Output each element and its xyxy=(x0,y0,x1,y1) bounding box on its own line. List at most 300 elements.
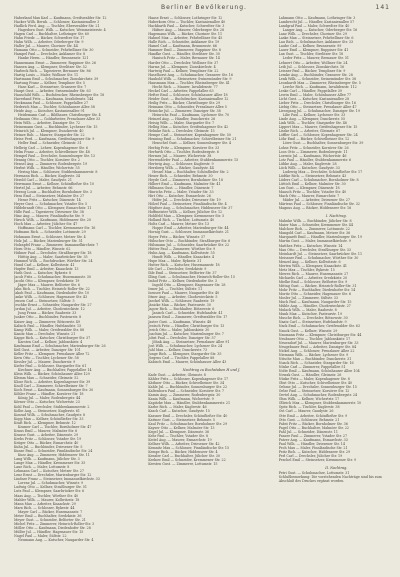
directory-entry: Halle Rich. — Schneider, Anklamer Str. 19 xyxy=(148,40,220,45)
directory-entry: Patzer Aug. — Kaufmann, Esmarchstr. 33 xyxy=(278,437,348,442)
directory-entry: Haverland Fritz — Kaufmann, Invalidenstr. 144 xyxy=(14,96,94,101)
directory-entry: Kaiser Aug. — Zimmerer, Bötzowstr. 49 xyxy=(14,319,80,324)
directory-entry: Kehr Paul — Tischler, Ystader Str. 8 xyxy=(148,433,208,438)
directory-entry: Meier Emil — Buchhalter, Sredzkistr. 36 xyxy=(14,513,82,518)
directory-entry: Ingold Otto — Klempner, Hagenauer Str. 28 xyxy=(152,283,226,288)
directory-entry: Hederich Max — Tischler, Schönhauser Allee 58 xyxy=(14,105,95,110)
directory-entry: Hoch Max — Arbeiter, Jülicher Str. 47 xyxy=(14,222,78,227)
directory-entry: Kellner Wilh. — Arbeiter, Driesener Str. 42 xyxy=(148,441,220,446)
directory-entry: Peitz Rich. — Kutscher, Hiddenseer Str. 29 xyxy=(278,449,351,454)
directory-entry: Mittag Gust. — Bäcker, Heinrich-Roller-Str. 31 xyxy=(278,284,357,288)
directory-entry: Liebig Otto — Steinsetzer, Prenzlauer Allee 47 xyxy=(278,105,357,110)
directory-entry: Munk Max — Kutscher, Pasteurstr. 19 xyxy=(278,312,342,317)
directory-entry: Mau Otto — Drechsler, Straßburger Str. 33 xyxy=(278,247,351,252)
directory-entry: Kamin Aug. — Zimmerer, Rodenbergstr. 30 xyxy=(148,393,221,398)
directory-entry: Lilie Paul — Kellner, Lychener Str. 33 xyxy=(282,113,346,118)
directory-entry: Helbig Max — Kutscher, Greifenhagener Str. 42 xyxy=(148,125,229,130)
directory-entry: Hülsmann Jul. — Schneider, Saarbrücker Str. 22 xyxy=(148,242,230,247)
directory-entry: Hartwig Paul — Kellner, Templiner Str. 22 xyxy=(148,68,219,73)
directory-entry: Laske Max — Steinsetzer, Fehrbelliner Str. 6 xyxy=(278,36,354,41)
directory-entry: Lüdtke Rich. — Steinsetzer, Behmstr. 43 xyxy=(278,173,347,178)
closing-line: Schlußbemerkung: Die vorstehenden Nachträge sind bis zum Abschluß des Druckes ergänzt worden. xyxy=(278,475,382,484)
directory-entry: Jaeckel Wilh. — Schlosser, Raabestr. 19 xyxy=(148,299,215,304)
directory-entry: Janisch Carl — Schneider, Hufelandstr. 41 xyxy=(152,311,223,316)
directory-entry: Höpfner Aug. — Schuhmacher, Hiddenseer Str. 37 xyxy=(148,206,233,211)
directory-entry: Ludewig Max — Drechsler, Schönfließer Str. 17 xyxy=(282,169,363,174)
directory-entry: Hartig Louis — Maler, Wolliner Str. 11 xyxy=(14,72,79,77)
directory-entry: Handke Gust. — Händler, Strelitzer Str. 30 xyxy=(148,52,220,57)
directory-entry: Opitz Rich. — Tischler, Kuglerstr. 38 xyxy=(278,405,340,410)
section-heading: II. Nachtrag. xyxy=(325,466,348,471)
directory-entry: Kempe Rich. — Bäcker, Hiddenseer Str. 4 xyxy=(148,449,218,454)
directory-entry: Meyer Gust. — Schneider, Belforter Str. 21 xyxy=(14,517,86,522)
directory-entry: Nagel Paul — Maler, Sültstr. 22 xyxy=(14,534,67,538)
directory-entry: Nüske Fritz — Maler, Kopenhagener Str. 8 xyxy=(278,377,350,382)
directory-entry: Nowak Gust. — Händler, Gleimstr. 26 xyxy=(278,373,342,378)
directory-entry: Jagow Rich. — Buchhalter, Bötzowstr. 6 xyxy=(148,307,215,312)
directory-entry: Jöhnk Aug. — Steinsetzer, Prenzlauer Allee 91 xyxy=(152,339,230,344)
directory-entry: Nickel Aug. — Schlosser, Prenzlauer Allee 22 xyxy=(278,348,355,353)
directory-entry: Oelze Paul — Steinsetzer, Korsörer Str. 12 xyxy=(278,389,350,394)
directory-entry: Jost Wilh. — Schuhmacher, Lychener Str. 24 xyxy=(148,343,223,348)
column-left xyxy=(14,16,144,542)
directory-entry: Michel Fritz — Zimmerer, Heinrich-Roller-Str. 3 xyxy=(14,521,95,526)
directory-entry: Hanisch Fritz — Maler, Bernauer Str. 14 xyxy=(152,56,220,61)
directory-entry: Heyde Carl — Zimmerer, Bornholmer Str. 18 xyxy=(148,177,223,182)
directory-entry: Kade Gust. — Arbeiter, Gleimstr. 8 xyxy=(148,373,206,378)
directory-entry: Kapitzke Max — Händler, Stubbenkammerstr. 21 xyxy=(148,401,231,406)
directory-entry: Köhler Franz — Händler, Korsörer Str. 18 xyxy=(14,392,84,397)
directory-entry: Janssen Emil — Zimmerer, Greifswalder Str. 17 xyxy=(148,315,228,320)
directory-entry: Mayer Carl — Bäcker, Husemannstr. 7 xyxy=(18,509,83,514)
directory-entry: Krause Gust. — Arbeiter, Dänenstr. 29 xyxy=(14,432,79,437)
directory-entry: Holz Jul. — Bäcker, Marienburger Str. 51 xyxy=(14,238,83,243)
directory-entry: Hellwig Carl — Lehrer, Kopenhagener Str. 6 xyxy=(14,145,88,150)
directory-entry: Panzer Paul — Zimmerer, Ystader Str. 27 xyxy=(278,433,348,438)
directory-entry: Klemm Max — Schneider, Gleimstr. 52 xyxy=(14,376,79,381)
directory-entry: Koch Ernst — Kaufmann, Sonnenburger Str. 30 xyxy=(14,388,94,393)
directory-entry: Paul Wilh. — Händler, Driesener Str. 14 xyxy=(278,441,345,446)
directory-entry: Hoffmeister Wilh. — Kellner, Jülicher Str. 12 xyxy=(148,210,223,215)
directory-entry: Märtens Paul — Schlosser, Finnländische Str. 32 xyxy=(278,202,360,207)
directory-entry: Knoll Carl — Zimmerer, Schivelbeiner Str. 7 xyxy=(14,384,88,389)
directory-entry: Kabisch Emil — Maurer, Schönhauser Allee 43 xyxy=(148,359,227,364)
directory-entry: Hutter Rich. — Kutscher, Husemannstr. 18 xyxy=(148,262,220,267)
directory-entry: Hillmann Gust. — Händler, Dänenstr. 7 xyxy=(148,185,214,190)
directory-entry: Hummel Wilh. — Buchdrucker, Wörther Str. 24 xyxy=(14,258,93,263)
directory-entry: Huth Gust. — Kutscher, Rykestr. 8 xyxy=(14,270,72,275)
directory-entry: Jeschke Ernst — Schneider, Naugarder Str. 27 xyxy=(14,303,92,308)
directory-entry: Junker Otto — Buchbinder, Pasteurstr. 8 xyxy=(14,315,82,320)
directory-entry: Lehnert Otto — Arbeiter, Wolliner Str. 24 xyxy=(278,60,348,65)
directory-entry: Leonhardt Max — Zimmerer, Rheinsberger Str. 5 xyxy=(278,80,361,85)
directory-entry: Hansen Aug. — Klempner, Strelitzer Str. 52 xyxy=(14,64,87,69)
directory-entry: Haberland Max Karl — Kaufmann, Greifswalder Str. 12 xyxy=(14,16,107,20)
directory-entry: Hertwig Aug. — Schlosser, Kuglerstr. 9 xyxy=(148,161,214,166)
directory-entry: Isensee Paul — Maurer, Naugarder Str. 40 xyxy=(148,291,220,296)
directory-entry: Höfer Jul. — Drechsler, Driesener Str. 19 xyxy=(152,198,221,203)
directory-entry: Huhn Aug. — Kaufmann, Kollwitzstr. 55 xyxy=(148,250,215,255)
directory-entry: Irmer Jul. — Tischler, Sültstr. 11 xyxy=(148,287,203,292)
directory-entry: Landgraf Paul — Maler, Schwedter Str. 40 xyxy=(278,24,350,29)
directory-entry: Kemnitz Max — Schlosser, Finnländische Str. 15 xyxy=(148,445,230,450)
directory-entry: Hildebrandt Otto — Klempner, Esmarchstr. 11 xyxy=(14,206,92,211)
directory-entry: Pagel Otto — Buchhalter, Malmöer Str. 22 xyxy=(278,425,350,430)
closing-line: Petri Gust. — Schuhmacher, Lottumstr. 31 xyxy=(278,471,350,476)
directory-entry: Herzog Louis — Buchhalter, Bornholmer Str. 3 xyxy=(14,190,92,195)
directory-entry: Kopp Max — Kellner, Schönfließer Str. 33 xyxy=(14,416,84,421)
directory-entry: Lax Gust. — Tischler, Strelitzer Str. 18 xyxy=(278,52,344,57)
directory-entry: Kenzler Carl — Buchhalter, Jülicher Str. 30 xyxy=(148,453,220,458)
directory-entry: Illing Gust. — Schuhmacher, Heinrich-Roller-Str. 15 xyxy=(148,275,235,279)
directory-entry: Hefter Emil — Schlosser, Schönhauser Allee 18 xyxy=(148,92,228,97)
directory-entry: Otte Emil — Arbeiter, Schönfließer Str. 9 xyxy=(278,413,348,418)
directory-entry: Kayser Otto — Kellner, Malmöer Str. 13 xyxy=(148,425,215,430)
directory-entry: Hund Carl — Kellner, Kollwitzstr. 41 xyxy=(14,262,75,267)
directory-entry: Heisig Wilh. — Maler, Stargarder Str. 7 xyxy=(148,121,215,126)
directory-entry: Hase Karl — Steinsetzer, Granseer Str. 7 xyxy=(18,84,87,89)
directory-entry: Löhr Emil — Bäcker, Schivelbeiner Str. 12 xyxy=(278,137,350,142)
directory-entry: Haubold Wilh. — Steinsetzer, Swinemünder Str. 9 xyxy=(148,76,232,81)
directory-entry: Heise Ferd. — Kaufmann, Greifenhagener Str. 9 xyxy=(14,137,95,142)
directory-entry: Jahn Rich. — Tischler, Heinrich-Roller-Str. 22 xyxy=(14,287,90,292)
directory-entry: Juhl Max — Kellner, Dunckerstr. 73 xyxy=(148,347,208,352)
directory-entry: Hohlfeld Max — Klempner, Kremmener Str. 5 xyxy=(148,214,225,219)
directory-entry: Lorentz Jul. — Kaufmann, Wichertstr. 46 xyxy=(278,153,347,158)
directory-entry: Henning Emil — Schuhmacher, Schivelbeiner Str. 21 xyxy=(148,137,237,142)
directory-entry: Leib Jul. — Schlosser, Zionskirchstr. 16 xyxy=(278,64,345,69)
directory-entry: Lambrecht Jul. — Händler, Kastanienallee 57 xyxy=(278,20,355,25)
directory-entry: Heilig Fritz — Bäcker, Christburger Str. 29 xyxy=(148,100,221,105)
directory-entry: Löwe Gust. — Buchhalter, Sonnenburger Str. 39 xyxy=(282,141,364,146)
directory-entry: Hahn Wilh. — Arbeiter, Oderberger Str. 9 xyxy=(14,40,84,45)
directory-entry: Mosler Jul. — Zimmerer, Sültstr. 33 xyxy=(278,296,338,301)
directory-entry: Junge Rich. — Klempner, Stargarder Str. 35 xyxy=(148,351,222,356)
directory-entry: Jänicke Max — Bäcker, Pasteurstr. 30 xyxy=(148,303,211,308)
directory-entry: Maasch Fritz — Tischler, Ystader Str. 40 xyxy=(278,190,347,195)
directory-entry: Hagen Carl — Buchhalter, Lothringer Str. 60 xyxy=(14,32,89,37)
directory-entry: Nauck Gust. — Kellner, Winsstr. 29 xyxy=(278,328,338,333)
directory-entry: Holtz Carl — Maurer, Metzer Str. 13 xyxy=(148,222,210,227)
directory-entry: Joachim Jul. — Kutscher, Marienburger Str. 7 xyxy=(148,331,224,336)
directory-entry: Ittner Aug. — Arbeiter, Chodowieckistr. 5 xyxy=(148,295,218,300)
directory-entry: Lisske Rich. — Arbeiter, Gleimstr. 67 xyxy=(278,129,341,134)
directory-entry: Lauer Emil — Klempner, Ruppiner Str. 41 xyxy=(278,48,349,53)
directory-entry: Kiefer Paul — Schlosser, Stargarder Str. 61 xyxy=(14,364,87,369)
page-number: 141 xyxy=(375,4,390,11)
directory-entry: Naumann Fritz — Klempner, Christburger Str. 44 xyxy=(278,332,362,337)
directory-entry: Heinzel Aug. — Händler, Dunckerstr. 26 xyxy=(148,117,216,122)
directory-entry: Keitel Aug. — Maurer, Esmarchstr. 19 xyxy=(148,437,212,442)
directory-entry: Kalisch Paul — Händler, Hufelandstr. 15 xyxy=(14,323,82,328)
directory-entry: Karbe Rich. — Maler, Kuglerstr. 46 xyxy=(148,405,207,410)
directory-entry: Harms Jul. — Klempner, Zionskirchstr. 4 xyxy=(148,64,216,69)
directory-entry: Neuendorf Jul. — Maurer, Marienburger Str. 33 xyxy=(278,340,359,345)
directory-entry: Noack Rich. — Schneider, Stargarder Str. 16 xyxy=(278,360,354,365)
directory-entry: Hoyer Fritz — Bäcker, Winsstr. 37 xyxy=(148,234,206,239)
directory-entry: Hertel Jul. — Arbeiter, Behmstr. 66 xyxy=(14,185,73,190)
directory-entry: Harbeck Rich. — Tapezierer, Bernauer Str. 86 xyxy=(14,68,91,73)
directory-entry: Hampel Paul — Drechsler, Anklamer Str. 8 xyxy=(14,52,86,57)
directory-entry: Lippert Max — Maurer, Greifenhagener Str. 15 xyxy=(278,125,358,130)
directory-entry: Menzel Aug. — Kellner, Kollwitzstr. 6 xyxy=(278,259,341,264)
directory-entry: Hütter Paul — Zimmerer, Wörther Str. 9 xyxy=(148,246,216,251)
directory-entry: Keller Fritz — Klempner, Prenzlauer Allee 72 xyxy=(14,351,90,356)
directory-entry: Musche Rich. — Drechsler, Bötzowstr. 30 xyxy=(278,316,348,321)
directory-entry: Körner Otto — Kutscher, Wichertstr. 23 xyxy=(14,400,80,405)
directory-entry: Lahmann Otto — Kaufmann, Lothringer Str. 3 xyxy=(278,16,356,20)
directory-entry: Hupfer Emil — Arbeiter, Knaackstr. 13 xyxy=(14,266,79,271)
directory-entry: Kraft Rich. — Klempner, Behmstr. 12 xyxy=(14,420,76,425)
directory-entry: Hoppe Emil — Arbeiter, Marienburger Str. 44 xyxy=(152,226,229,231)
directory-entry: Nöske Carl — Zimmerer, Pappelallee 51 xyxy=(278,364,346,369)
directory-entry: Klein Wilh. — Bäcker, Schönhauser Allee 129 xyxy=(14,372,90,377)
directory-entry: Kirchner Aug. — Buchhalter, Pappelallee 14 xyxy=(18,368,92,373)
directory-entry: Moritz Otto — Schneider, Hagenauer Str. 6 xyxy=(278,292,351,297)
directory-entry: Hering Max — Schlosser, Stubbenkammerstr. 8 xyxy=(18,169,98,174)
directory-entry: Hille Paul — Tapezierer, Driesener Str. 38 xyxy=(14,210,84,215)
directory-entry: Mäder Jul. — Arbeiter, Driesener Str. 27 xyxy=(282,198,350,203)
directory-entry: Jacobi Otto — Klempner, Sredzkistr. 19 xyxy=(14,279,80,284)
running-title: Berliner Bevölkerung. xyxy=(161,4,247,11)
column-middle xyxy=(148,16,274,542)
directory-entry: Heinrich Jul. — Klempner, Dunckerstr. 40 xyxy=(14,129,84,134)
directory-entry: Hahn Friedr. — Bäcker, Schwedter Str. 17 xyxy=(14,36,85,41)
directory-entry: Niemann Wilh. — Bäcker, Lychener Str. 9 xyxy=(278,352,349,357)
directory-entry: Lotz Paul — Händler, Stubbenkammerstr. 6 xyxy=(278,157,352,162)
directory-entry: Kramer Carl — Tischler, Bornholmer Str. 47 xyxy=(18,424,92,429)
directory-entry: Kerkow Emil — Schneider, Kremmener Str. 22 xyxy=(148,458,226,463)
directory-entry: Lau Rich. — Schuhmacher, Anklamer Str. 33 xyxy=(278,40,354,45)
directory-entry: Kaul Fritz — Schuhmacher, Bornholmer Str. 29 xyxy=(148,421,228,426)
directory-entry: Matthes Fritz — Kutscher, Winsstr. 14 xyxy=(278,243,343,248)
directory-entry: Heckmann Paul — Schlosser, Pappelallee 27 xyxy=(14,100,89,105)
directory-entry: Konrad Wilh. — Schuhmacher, Gaudystr. 8 xyxy=(14,412,86,417)
directory-entry: Krebs Fritz — Schlosser, Ystader Str. 19 xyxy=(14,436,82,441)
directory-entry: Loos Otto — Zimmerer, Rodenbergstr. 11 xyxy=(278,149,348,154)
directory-entry: Nack Emil — Schuhmacher, Greifswalder Str. 63 xyxy=(278,324,361,329)
directory-entry: Heidemann Carl — Bildhauer, Christburger Str. 4 xyxy=(18,113,101,118)
directory-entry: Jentsch Fritz — Händler, Christburger Str. 13 xyxy=(148,323,225,328)
directory-entry: Hüttig Aug. — Maler, Saarbrücker Str. 35 xyxy=(18,254,88,259)
directory-entry: Kattner Gust. — Steinsetzer, Behmstr. 5 xyxy=(148,417,215,422)
directory-entry: Kegel Jul. — Klempner, Dänenstr. 36 xyxy=(148,429,210,434)
directory-entry: Kassner Emil — Drechsler, Schönfließer Str. 40 xyxy=(148,413,228,418)
directory-entry: Herrendörfer Paul — Arbeiter, Stubbenkammerstr. 15 xyxy=(148,157,239,162)
directory-entry: Lorenz Jul. — Schuhmacher, Winsstr. 9 xyxy=(18,481,83,486)
section-heading: I. Nachtrag. xyxy=(325,214,347,219)
directory-entry: Hecht Rich. — Maurer, Invalidenstr. 77 xyxy=(152,84,218,89)
directory-entry: Kania Wilh. — Kaufmann, Wichertstr. 9 xyxy=(148,397,214,402)
directory-entry: Kaltenborn Paul — Schneider, Korsörer Str. 7 xyxy=(148,389,225,394)
directory-entry: Mulack Wilh. — Maler, Raabestr. 8 xyxy=(278,308,337,313)
directory-entry: Malchow Rich. — Zimmerer, Lottumstr. 22 xyxy=(278,227,350,232)
directory-entry: Hartung Franz — Kellner, Templiner Str. 5 xyxy=(14,80,85,85)
directory-entry: Lutz Paul — Klempner, Saarbrücker Str. 6 xyxy=(14,489,85,494)
directory-entry: Möller Otto — Kaufmann, Diedenhofer Str. 28 xyxy=(14,525,91,530)
directory-entry: Marquardt Emil — Händler, Marienburger Str. 19 xyxy=(278,235,362,240)
directory-entry: Heyer Gust. — Schuhmacher, Ystader Str. 5 xyxy=(14,202,88,207)
directory-entry: Kurz Aug. — Zimmerer, Hiddenseer Str. 11 xyxy=(18,453,90,458)
directory-entry: Herfurth Otto — Tischler, Rodenbergstr. 6 xyxy=(148,149,219,154)
directory-entry: Oertel Aug. — Schuhmacher, Rodenbergstr. 24 xyxy=(278,393,358,398)
directory-entry: König Jul. — Maler, Rodenbergstr. 44 xyxy=(18,396,81,401)
directory-entry: Maier Max — Schneider, Kremmener Str. 44 xyxy=(278,223,353,228)
directory-entry: Kolbe Aug. — Steinsetzer, Kuglerstr. 61 xyxy=(14,408,80,413)
directory-entry: Hamann Otto — Schneider, Fehrbelliner Str. 30 xyxy=(14,48,94,53)
directory-entry: Laue Rich. — Maler, Lottumstr. 8 xyxy=(14,465,70,470)
directory-entry: Lieber Fritz — Drechsler, Christburger Str. 16 xyxy=(278,100,356,105)
directory-entry: Laube Carl — Kellner, Brunnenstr. 99 xyxy=(278,44,342,49)
directory-entry: Janke Wilh. — Schlosser, Hagenauer Str. 43 xyxy=(14,295,88,300)
directory-entry: Hennig Otto — Tischler, Korsörer Str. 2 xyxy=(14,157,80,162)
directory-entry: Nitsche Max — Buchbinder, Dunckerstr. 31 xyxy=(278,356,352,361)
directory-entry: Haase Ernst — Schlosser, Lothringer Str. 12 xyxy=(148,16,223,20)
directory-entry: Hempe Carl — Steinsetzer, Kopenhagener Str. 50 xyxy=(148,133,231,138)
directory-entry: Oehme Jul. — Drechsler, Sonnenburger Str. 15 xyxy=(278,385,357,390)
directory-entry: Peschel Emil — Steinsetzer, Kremmener Str. 9 xyxy=(278,458,357,463)
directory-entry: Herbig Fritz — Klempner, Korsörer Str. 33 xyxy=(148,145,220,150)
directory-entry: Heinicke Jul. — Zimmerer, Danziger Str. 38 xyxy=(148,109,221,114)
directory-entry: Lang Wilh. — Kaufmann, Jülicher Str. 3 xyxy=(14,457,80,462)
directory-entry: Müller Jul. — Händler, Hagenauer Str. 15 xyxy=(14,529,84,534)
directory-entry: Helm Franz — Arbeiter, Schivelbeiner Str. 48 xyxy=(14,149,90,154)
directory-entry: Hausmann Max — Tischler, Rheinsberger Str. 41 xyxy=(148,80,230,85)
directory-entry: Heinrichs Paul — Kaufmann, Lychener Str. 70 xyxy=(152,113,230,118)
directory-entry: Lemke Aug. — Buchbinder, Granseer Str. 28 xyxy=(278,72,353,77)
directory-entry: Kamp Wilh. — Maler, Greifswalder Str. 88 xyxy=(14,327,85,332)
directory-entry: Hübner Paul — Drechsler, Straßburger Str. 18 xyxy=(14,250,92,255)
directory-entry: Mewes Rich. — Maurer, Husemannstr. 27 xyxy=(278,271,349,276)
directory-entry: Pahl Jul. — Schneider, Dänenstr. 11 xyxy=(278,429,338,434)
directory-entry: Kähler Fritz — Schlosser, Kopenhagener Str. 17 xyxy=(148,377,229,382)
directory-entry: Hahnel Max — Arbeiter, Fehrbelliner Str. 45 xyxy=(148,36,223,41)
directory-entry: Heckel Carl — Arbeiter, Pappelallee 63 xyxy=(148,88,214,93)
directory-entry: Klose Rich. — Arbeiter, Kopenhagener Str. 39 xyxy=(14,380,91,385)
directory-entry: Hohmann Ernst — Schlosser, Metzer Str. 4 xyxy=(14,234,86,239)
directory-entry: Herbst Wilh. — Händler, Wichertstr. 55 xyxy=(14,165,80,170)
directory-entry: Mahler Wilh. — Maurer, Kollwitzstr. 18 xyxy=(14,497,80,502)
directory-entry: Heilmann Otto — Goldarbeiter, Prenzlauer Allee 33 xyxy=(14,117,101,122)
directory-entry: Jaster Gust. — Kaufmann, Winsstr. 48 xyxy=(148,319,212,324)
directory-entry: Lux Gust. — Klempner, Dänenstr. 18 xyxy=(278,185,340,190)
directory-entry: Heimann Otto — Schneider, Prenzlauer Allee 5 xyxy=(148,105,227,110)
directory-entry: Heinemann Gust. — Buchbinder, Lychener Str. 15 xyxy=(14,125,98,130)
directory-entry: Heuer Rich. — Schneider, Behmstr. 30 xyxy=(148,173,213,178)
directory-entry: Holzapfel Franz — Zimmerer, Immanuelkirchstr. 7 xyxy=(14,242,99,247)
directory-entry: Merten Wilh. — Klempner, Knaackstr. 41 xyxy=(278,263,348,268)
directory-entry: Lanz Wilh. — Drechsler, Choriner Str. 29 xyxy=(278,32,347,37)
directory-entry: Kanitz Max — Drechsler, Winsstr. 21 xyxy=(14,331,76,336)
directory-entry: Hannemann Ernst — Zimmerer, Ruppiner Str. 26 xyxy=(14,60,96,65)
directory-entry: Kohl Paul — Drechsler, Stubbenkammerstr. 2 xyxy=(14,404,90,409)
directory-entry: Hesse Fritz — Kutscher, Dänenstr. 14 xyxy=(18,198,81,203)
directory-entry: Horn Otto — Händler, Winsstr. 62 xyxy=(14,246,71,251)
directory-entry: Obst Otto — Kutscher, Schivelbeiner Str. 40 xyxy=(278,381,353,386)
directory-entry: Hanke Herm. — Händler, Brunnenstr. 121 xyxy=(18,56,89,61)
directory-entry: Hundt Wilh. — Händler, Knaackstr. 4 xyxy=(152,254,214,259)
directory-entry: Link Wilh. — Tischler, Stargarder Str. 48 xyxy=(278,121,347,126)
directory-entry: Hensel Aug. — Zimmerer, Rodenbergstr. 19 xyxy=(14,161,88,166)
directory-entry: Otto Gust. — Schlosser, Behmstr. 21 xyxy=(278,417,340,422)
directory-entry: Mohr Fritz — Buchhalter, Diedenhofer Str. 14 xyxy=(278,288,356,293)
page-header xyxy=(14,4,394,13)
directory-entry: Mahnke Wilh. — Buchbinder, Jülicher Str. 8 xyxy=(278,219,352,224)
directory-entry: Liesegang Jul. — Schuhmacher, Danziger Str. 19 xyxy=(278,109,360,114)
directory-entry: Löffler Carl — Schlosser, Kopenhagener Str. 24 xyxy=(278,133,358,138)
directory-entry: Nolte Emil — Kaufmann, Schönhauser Allee 104 xyxy=(278,368,360,373)
directory-entry: Herzberg Wilh. — Bäcker, Gaudystr. 44 xyxy=(148,165,214,170)
directory-entry: Neugebauer Paul — Arbeiter, Danziger Str. 84 xyxy=(278,344,357,349)
directory-entry: Magnus Aug. — Bäcker, Hiddenseer Str. 16 xyxy=(278,206,352,211)
directory-entry: Hirt Otto — Kutscher, Esmarchstr. 26 xyxy=(148,194,211,199)
directory-entry: Hermes Jul. — Maurer, Wichertstr. 38 xyxy=(148,153,212,158)
column-right xyxy=(279,16,394,542)
directory-entry: Lüttich Emil — Kellner, Malmöer Str. 30 xyxy=(278,181,346,186)
directory-entry: Hübscher Otto — Buchbinder, Straßburger Str. 6 xyxy=(148,238,231,243)
directory-entry: Mann Max — Arbeiter, Knaackstr. 29 xyxy=(14,501,76,506)
directory-entry: Jakob Paul — Kaufmann, Diedenhofer Str. 10 xyxy=(14,291,90,296)
directory-entry: Kraus Emil — Maurer, Malmöer Str. 6 xyxy=(14,428,78,433)
directory-entry: Haberkorn Otto — Tischler, Kastanienallee 40 xyxy=(148,20,226,25)
directory-entry: Harder Otto — Drechsler, Wolliner Str. 37 xyxy=(148,60,219,65)
directory-entry: Lerche Rich. — Kaufmann, Invalidenstr. 112 xyxy=(282,84,357,89)
directory-entry: Hoffmann Carl — Tischler, Kremmener Str. 16 xyxy=(18,226,96,231)
directory-entry: Ost Carl — Maurer, Gaudystr. 26 xyxy=(278,409,334,414)
directory-entry: Lenz Ernst — Drechsler, Marienburger Str. 12 xyxy=(14,473,92,478)
directory-entry: Jordan Jul. — Arbeiter, Chodowieckistr. 12 xyxy=(14,307,85,312)
directory-entry: Mach Otto — Maurer, Esmarchstr. 7 xyxy=(278,194,340,199)
directory-entry: Hackbarth Paul — Kutscher, Schwedter Str. 3 xyxy=(148,24,225,29)
directory-entry: Jerich Otto — Maler, Jablonskistr. 30 xyxy=(148,327,210,332)
directory-entry: Krüger Otto — Bäcker, Esmarchstr. 40 xyxy=(14,440,79,445)
directory-entry: Heinze Rob. — Maurer, Stargarder Str. 22 xyxy=(14,133,85,138)
directory-entry: Jung Franz — Bäcker, Raabestr. 33 xyxy=(18,311,77,316)
directory-entry: Leder Fritz — Maurer, Bernauer Str. 51 xyxy=(282,56,350,61)
directory-entry: Hadlich Ferd. Aug. — Tischler, Eberswalder Str. 21 xyxy=(14,24,100,29)
directory-entry: Hilbert Emil — Kaufmann, Malmöer Str. 41 xyxy=(148,181,221,186)
directory-entry: Herold Carl — Maler, Gaudystr. 21 xyxy=(14,177,72,182)
directory-entry: Lenk Wilh. — Schneider, Swinemünder Str. 38 xyxy=(278,76,357,81)
directory-entry: Lüders Carl — Schuhmacher, Bornholmer Str. 8 xyxy=(278,177,359,182)
directory-entry: Hirsch Wilh. — Kaufmann, Hiddenseer Str. 20 xyxy=(14,218,91,223)
directory-entry: Lewin Emil — Maler, Schönhauser Allee 77 xyxy=(278,92,352,97)
directory-entry: Meissner Paul — Schuhmacher, Wörther Str. 30 xyxy=(278,255,359,260)
directory-entry: Lange Max — Händler, Kremmener Str. 35 xyxy=(14,461,86,466)
directory-entry: Pech Max — Maler, Finnländische Str. 21 xyxy=(278,445,348,450)
directory-entry: Mangold Carl — Kaufmann, Metzer Str. 36 xyxy=(278,231,351,236)
directory-entry: Heider Gust. — Buchdrucker, Kastanienallee 12 xyxy=(148,96,229,101)
directory-entry: Naatz Carl — Steinsetzer, Hufelandstr. 9 xyxy=(278,320,347,325)
directory-entry: Olbrich Max — Klempner, Stubbenkammerstr. 10 xyxy=(278,401,362,406)
directory-entry: Lübke Aug. — Maler, Kuglerstr. 28 xyxy=(278,161,337,166)
directory-entry: Hofmann Rich. — Schneider, Lottumstr. 29 xyxy=(14,230,86,235)
directory-entry: Heide Aug. — Kutscher, Kastanienallee 91 xyxy=(14,109,85,114)
directory-entry: Imhof Fritz — Kellner, Diedenhofer Str. 3 xyxy=(148,279,217,284)
directory-entry: Hölzel Paul — Steinsetzer, Finnländische Str. 4 xyxy=(148,202,227,207)
directory-entry: Hammer Emil — Zimmerer, Ruppiner Str. 8 xyxy=(148,48,221,53)
directory-entry: Keil Gust. — Arbeiter, Danziger Str. 101 xyxy=(14,347,81,352)
directory-entry: Martin Gust. — Maler, Immanuelkirchstr. 9 xyxy=(278,239,351,244)
directory-entry: Kern Otto — Tischler, Lychener Str. 58 xyxy=(14,355,79,360)
directory-entry: Perl Carl — Drechsler, Jülicher Str. 19 xyxy=(278,453,343,458)
directory-entry: Hagemann Wilh. — Bäcker, Choriner Str. 11 xyxy=(148,32,223,37)
directory-entry: Hinrichs Fritz — Maler, Ystader Str. 33 xyxy=(148,190,214,195)
directory-entry: Leisner Paul — Bäcker, Templiner Str. 9 xyxy=(278,68,346,73)
directory-entry: Lohse Fritz — Schneider, Korsörer Str. 26 xyxy=(278,145,349,150)
directory-entry: Hacker Wilh. Bernh. — Schlosser, Kastanienallee 3 xyxy=(14,20,100,25)
directory-entry: Maas Aug. — Tischler, Wörther Str. 40 xyxy=(14,493,79,498)
